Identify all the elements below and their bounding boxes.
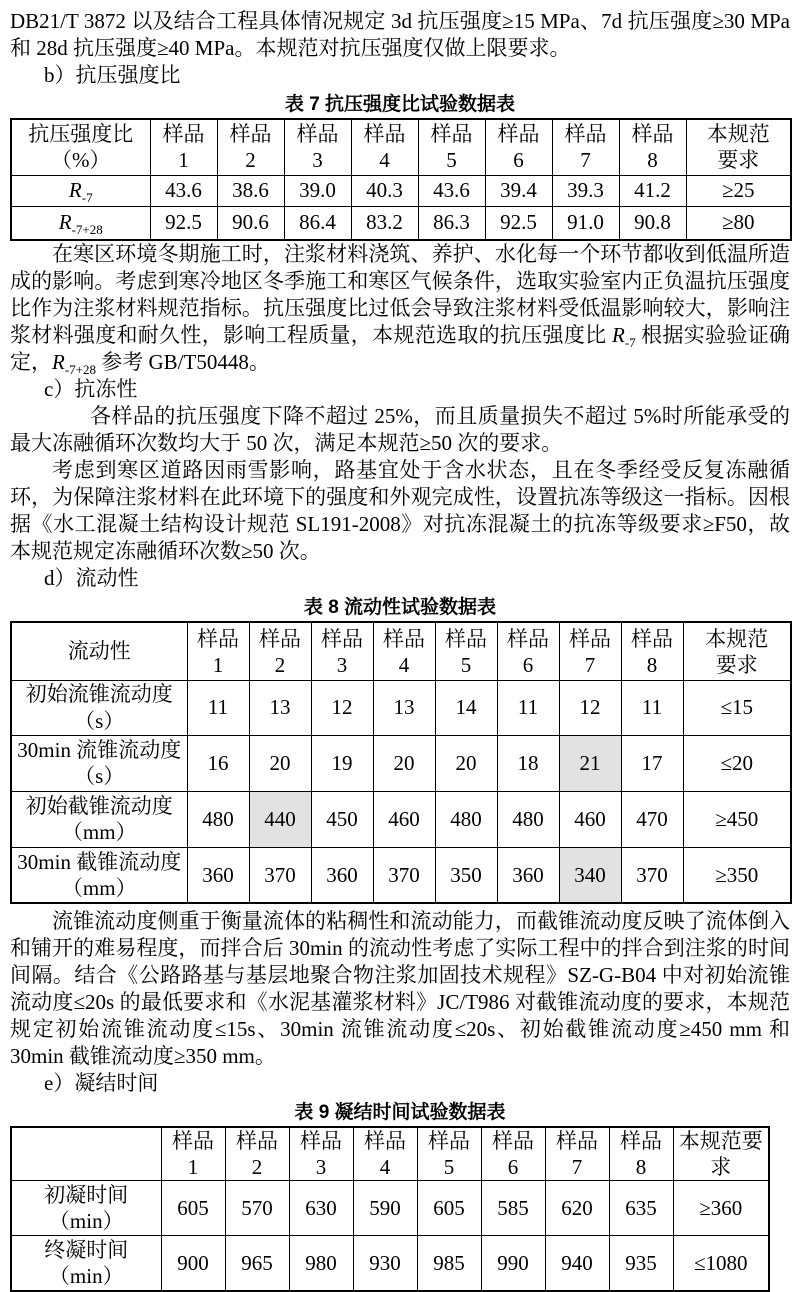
row-label [11, 735, 187, 791]
sample-label: 样品 [172, 1129, 214, 1154]
sample-header-cell [284, 119, 351, 175]
sample-number: 8 [647, 148, 658, 173]
cell-line: 求 [710, 1155, 732, 1180]
t7-row-label-r7 [11, 175, 150, 206]
cell-line: 初始截锥流动度 [25, 794, 173, 819]
value-cell: 92.5 [150, 206, 217, 240]
sample-label: 样品 [364, 1129, 406, 1154]
value-cell: 39.4 [485, 175, 552, 206]
sample-label: 样品 [564, 122, 607, 147]
req-header-cell [683, 622, 791, 680]
sample-label: 样品 [631, 626, 673, 651]
sample-number: 1 [187, 1155, 199, 1180]
sample-number: 7 [571, 1155, 583, 1180]
req-cell: ≥450 [683, 791, 791, 847]
sample-number: 2 [251, 1155, 263, 1180]
value-cell: 11 [621, 680, 683, 735]
value-cell: 18 [497, 735, 559, 791]
value-cell: 460 [373, 791, 435, 847]
row-label [11, 791, 187, 847]
sample-number: 6 [522, 652, 534, 677]
sample-header-cell [417, 1127, 481, 1181]
req-header-cell [673, 1127, 769, 1181]
sample-header-cell [187, 622, 249, 680]
req-cell: ≥360 [673, 1181, 769, 1236]
value-cell: 470 [621, 791, 683, 847]
value-cell: 16 [187, 735, 249, 791]
value-cell: 12 [559, 680, 621, 735]
value-cell-highlighted: 21 [559, 735, 621, 791]
text-segment: 根据实验验证确定， [10, 323, 791, 375]
value-cell: 43.6 [418, 175, 485, 206]
sample-number: 7 [580, 148, 591, 173]
sample-label: 样品 [556, 1129, 598, 1154]
row-label [11, 1181, 161, 1236]
sample-number: 3 [312, 148, 323, 173]
value-cell: 450 [311, 791, 373, 847]
cell-line: （mm） [61, 876, 137, 901]
value-cell: 90.6 [217, 206, 284, 240]
sample-header-cell [435, 622, 497, 680]
paragraph-compressive-strength: DB21/T 3872 以及结合工程具体情况规定 3d 抗压强度≥15 MPa、7d 抗压强度≥30 MPa 和 28d 抗压强度≥40 MPa。本规范对抗压强度仅做上限要求。 [10, 9, 790, 60]
cell-line: （min） [48, 1264, 124, 1289]
r-subscript: -7+28 [64, 362, 96, 378]
sample-header-cell [485, 119, 552, 175]
text-segment: 参考 GB/T50448。 [96, 350, 270, 375]
sample-label: 样品 [162, 122, 205, 147]
cell-line: （%） [51, 148, 111, 173]
table7-compressive-strength-ratio [10, 118, 792, 241]
table-row [11, 175, 791, 206]
cell-line: 30min 流锥流动度 [17, 738, 182, 763]
sample-number: 8 [635, 1155, 647, 1180]
t9-corner-cell [11, 1127, 161, 1181]
sample-header-cell [217, 119, 284, 175]
table-row [11, 680, 791, 735]
table7-header-row [11, 119, 791, 175]
table-row [11, 735, 791, 791]
value-cell: 990 [481, 1236, 545, 1291]
value-cell: 985 [417, 1236, 481, 1291]
value-cell: 480 [435, 791, 497, 847]
value-cell: 480 [497, 791, 559, 847]
value-cell: 370 [249, 847, 311, 903]
sample-number: 2 [274, 652, 286, 677]
value-cell: 585 [481, 1181, 545, 1236]
value-cell: 11 [187, 680, 249, 735]
sample-label: 样品 [492, 1129, 534, 1154]
r-symbol: R [68, 177, 82, 202]
r-symbol: R [52, 350, 65, 375]
req-cell: ≥350 [683, 847, 791, 903]
sample-number: 3 [336, 652, 348, 677]
cell-line: （s） [74, 764, 125, 789]
value-cell: 20 [249, 735, 311, 791]
table9-setting-time [10, 1126, 770, 1292]
table8-fluidity [10, 621, 792, 904]
sample-header-cell [225, 1127, 289, 1181]
sample-header-cell [311, 622, 373, 680]
sample-header-cell [497, 622, 559, 680]
cell-line: 抗压强度比 [28, 122, 134, 147]
sample-number: 6 [507, 1155, 519, 1180]
table9-header-row [11, 1127, 769, 1181]
cell-line: 本规范 [706, 122, 770, 147]
text-segment: 在寒区环境冬期施工时，注浆材料浇筑、养护、水化每一个环节都收到低温所造成的影响。考虑到寒冷地区冬季施工和寒区气候条件，选取实验室内正负温抗压强度比作为注浆材料规范指标。抗压强度比过低会导致注浆材料受低温影响较大，影响注浆材料强度和耐久性，影响工程质量，本规范选取的抗压强度比 [10, 242, 790, 347]
sample-number: 1 [178, 148, 189, 173]
heading-setting-time: e）凝结时间 [44, 1071, 159, 1096]
value-cell: 630 [289, 1181, 353, 1236]
table-row [11, 206, 791, 240]
value-cell: 965 [225, 1236, 289, 1291]
value-cell: 370 [373, 847, 435, 903]
sample-number: 5 [460, 652, 472, 677]
row-label [11, 847, 187, 903]
req-cell: ≤15 [683, 680, 791, 735]
cell-line: 30min 截锥流动度 [17, 850, 182, 875]
sample-header-cell [481, 1127, 545, 1181]
value-cell: 570 [225, 1181, 289, 1236]
heading-fluidity: d）流动性 [44, 566, 139, 591]
sample-label: 样品 [497, 122, 540, 147]
req-cell: ≥25 [686, 175, 791, 206]
sample-header-cell [161, 1127, 225, 1181]
table8-caption: 表 8 流动性试验数据表 [303, 597, 497, 619]
sample-label: 样品 [363, 122, 406, 147]
value-cell: 480 [187, 791, 249, 847]
value-cell: 20 [373, 735, 435, 791]
sample-number: 8 [646, 652, 658, 677]
r-symbol: R [611, 323, 625, 347]
value-cell: 360 [497, 847, 559, 903]
value-cell-highlighted: 440 [249, 791, 311, 847]
value-cell: 930 [353, 1236, 417, 1291]
value-cell: 605 [417, 1181, 481, 1236]
value-cell: 17 [621, 735, 683, 791]
sample-label: 样品 [229, 122, 272, 147]
table-row [11, 1236, 769, 1291]
sample-label: 样品 [197, 626, 239, 651]
table-row [11, 1181, 769, 1236]
sample-number: 4 [398, 652, 410, 677]
sample-label: 样品 [620, 1129, 662, 1154]
value-cell: 935 [609, 1236, 673, 1291]
r-symbol: R [58, 210, 72, 235]
sample-header-cell [249, 622, 311, 680]
t8-header-fluidity-cell: 流动性 [11, 622, 187, 680]
value-cell: 86.4 [284, 206, 351, 240]
sample-label: 样品 [507, 626, 549, 651]
cell-line: 要求 [715, 652, 758, 677]
heading-frost-resistance: c）抗冻性 [44, 377, 138, 402]
row-label: 初始流锥流动度（s） [11, 680, 187, 735]
cell-line: 本规范要 [678, 1129, 763, 1154]
value-cell: 980 [289, 1236, 353, 1291]
sample-header-cell [150, 119, 217, 175]
sample-header-cell [418, 119, 485, 175]
req-cell: ≤20 [683, 735, 791, 791]
sample-label: 样品 [321, 626, 363, 651]
value-cell: 635 [609, 1181, 673, 1236]
value-cell: 40.3 [351, 175, 418, 206]
row-label [11, 1236, 161, 1291]
value-cell: 370 [621, 847, 683, 903]
sample-label: 样品 [300, 1129, 342, 1154]
value-cell: 13 [373, 680, 435, 735]
value-cell: 39.3 [552, 175, 619, 206]
value-cell: 605 [161, 1181, 225, 1236]
sample-number: 5 [446, 148, 457, 173]
sample-label: 样品 [631, 122, 674, 147]
table-row [11, 791, 791, 847]
value-cell-highlighted: 340 [559, 847, 621, 903]
cell-line: 本规范 [705, 626, 769, 651]
value-cell: 13 [249, 680, 311, 735]
value-cell: 940 [545, 1236, 609, 1291]
value-cell: 620 [545, 1181, 609, 1236]
sample-label: 样品 [296, 122, 339, 147]
t7-row-label-r7p28 [11, 206, 150, 240]
value-cell: 20 [435, 735, 497, 791]
sample-header-cell [353, 1127, 417, 1181]
sample-label: 样品 [383, 626, 425, 651]
paragraph-frost-resistance-rationale: 考虑到寒区道路因雨雪影响，路基宜处于含水状态，且在冬季经受反复冻融循环，为保障注浆材料在此环境下的强度和外观完成性，设置抗冻等级这一指标。因根据《水工混凝土结构设计规范 SL191-2008》对抗冻混凝土的抗冻等级要求≥F50，故本规范规定冻融循环次数≥50 次。 [10, 458, 790, 564]
paragraph-frost-resistance-results: 各样品的抗压强度下降不超过 25%，而且质量损失不超过 5%时所能承受的最大冻融循环次数均大于 50 次，满足本规范≥50 次的要求。 [10, 404, 790, 456]
cell-line: 终凝时间 [44, 1238, 129, 1263]
value-cell: 38.6 [217, 175, 284, 206]
table8-header-row [11, 622, 791, 680]
table7-caption: 表 7 抗压强度比试验数据表 [284, 94, 516, 115]
cell-line: 要求 [717, 148, 760, 173]
value-cell: 350 [435, 847, 497, 903]
sample-header-cell [351, 119, 418, 175]
t7-header-ratio-cell [11, 119, 150, 175]
cell-line: 初凝时间 [44, 1183, 129, 1208]
req-cell: ≤1080 [673, 1236, 769, 1291]
value-cell: 19 [311, 735, 373, 791]
sample-number: 5 [443, 1155, 455, 1180]
sample-number: 7 [584, 652, 596, 677]
value-cell: 92.5 [485, 206, 552, 240]
r-subscript: -7+28 [71, 222, 103, 238]
sample-number: 2 [245, 148, 256, 173]
value-cell: 41.2 [619, 175, 686, 206]
sample-number: 3 [315, 1155, 327, 1180]
table-row [11, 847, 791, 903]
value-cell: 14 [435, 680, 497, 735]
req-cell: ≥80 [686, 206, 791, 240]
sample-number: 6 [513, 148, 524, 173]
paragraph-fluidity-discussion: 流锥流动度侧重于衡量流体的粘稠性和流动能力，而截锥流动度反映了流体倒入和铺开的难易程度，而拌合后 30min 的流动性考虑了实际工程中的拌合到注浆的时间间隔。结合《公路路基与基层地聚合物注浆加固技术规程》SZ-G-B04 中对初始流锥流动度≤20s 的最低要求和《水泥基灌浆材料》JC/T986 对截锥流动度的要求，本规范规定初始流锥流动度≤15s、30min 流锥流动度≤20s、初始截锥流动度≥450 mm 和 30min 截锥流动度≥350 mm。 [10, 909, 790, 1069]
value-cell: 39.0 [284, 175, 351, 206]
sample-header-cell [545, 1127, 609, 1181]
sample-label: 样品 [428, 1129, 470, 1154]
value-cell: 91.0 [552, 206, 619, 240]
value-cell: 12 [311, 680, 373, 735]
r-subscript: -7 [624, 335, 636, 351]
sample-header-cell [619, 119, 686, 175]
value-cell: 43.6 [150, 175, 217, 206]
sample-label: 样品 [569, 626, 611, 651]
sample-label: 样品 [236, 1129, 278, 1154]
sample-label: 样品 [430, 122, 473, 147]
value-cell: 360 [311, 847, 373, 903]
cell-line: （min） [48, 1209, 124, 1234]
heading-compressive-strength-ratio: b）抗压强度比 [44, 63, 181, 87]
sample-header-cell [552, 119, 619, 175]
req-header-cell [686, 119, 791, 175]
sample-header-cell [289, 1127, 353, 1181]
value-cell: 83.2 [351, 206, 418, 240]
sample-number: 4 [379, 148, 390, 173]
value-cell: 11 [497, 680, 559, 735]
sample-header-cell [559, 622, 621, 680]
cell-line: （mm） [61, 820, 137, 845]
sample-header-cell [373, 622, 435, 680]
value-cell: 360 [187, 847, 249, 903]
value-cell: 90.8 [619, 206, 686, 240]
sample-label: 样品 [445, 626, 487, 651]
value-cell: 590 [353, 1181, 417, 1236]
value-cell: 460 [559, 791, 621, 847]
sample-header-cell [609, 1127, 673, 1181]
value-cell: 900 [161, 1236, 225, 1291]
table9-caption: 表 9 凝结时间试验数据表 [294, 1102, 506, 1124]
value-cell: 86.3 [418, 206, 485, 240]
sample-number: 4 [379, 1155, 391, 1180]
sample-header-cell [621, 622, 683, 680]
paragraph-cold-region [10, 241, 790, 376]
sample-number: 1 [212, 652, 224, 677]
r-subscript: -7 [81, 190, 93, 206]
sample-label: 样品 [259, 626, 301, 651]
